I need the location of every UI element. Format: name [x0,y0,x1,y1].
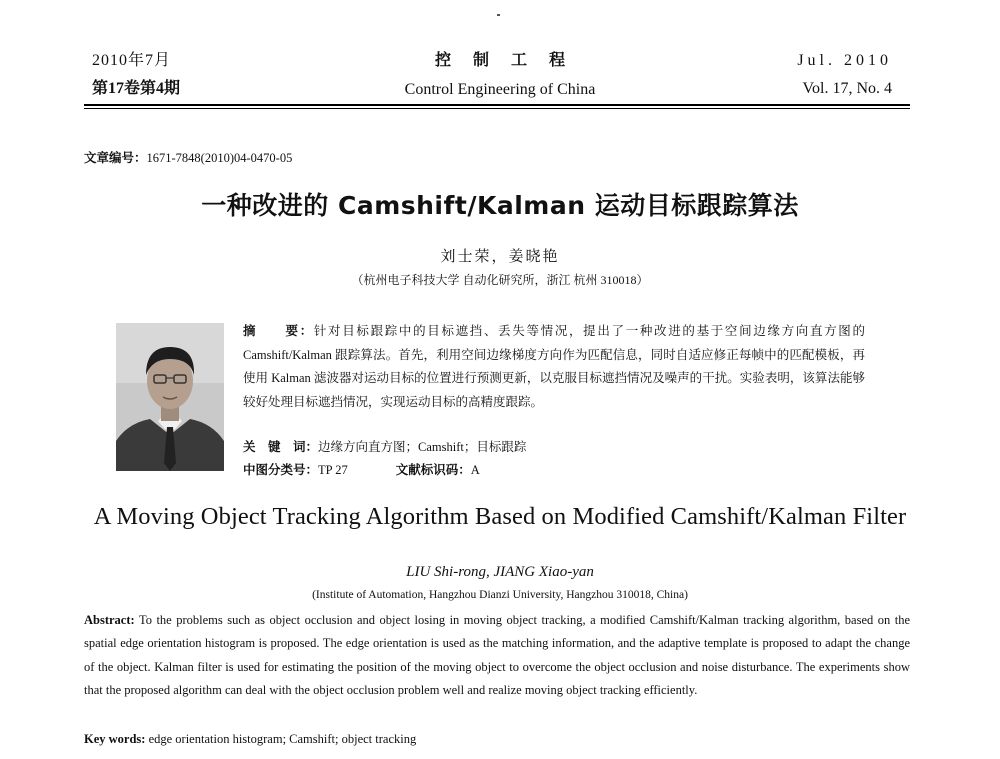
keywords-text-cn: 边缘方向直方图；Camshift；目标跟踪 [318,440,527,454]
header-issue-cn: 第17卷第4期 [92,80,181,97]
abstract-cn [243,319,865,414]
keywords-text-en: edge orientation histogram; Camshift; object tracking [148,732,417,746]
keywords-label-cn: 关 键 词： [243,439,319,454]
doc-code-value-cn: A [470,463,480,477]
affiliation-en: (Institute of Automation, Hangzhou Dianzi University, Hangzhou 310018, China) [312,589,688,601]
authors-en: LIU Shi-rong, JIANG Xiao-yan [406,564,594,580]
article-number-value: 1671-7848(2010)04-0470-05 [146,151,293,165]
header-date-cn: 2010年7月 [92,52,172,69]
keywords-en [84,732,416,747]
class-label-cn: 中图分类号： [243,462,319,477]
doc-code-label-cn: 文献标识码： [395,462,471,477]
abstract-text-en: To the problems such as object occlusion and object losing in moving object tracking, a modified Camshift/Kalman tracking algorithm, based on the spatial edge orientation histogram is proposed. The edge orientation is used as the matching information, and the adaptive template is proposed to adapt the change of the object. Kalman filter is used for estimating the position of the moving object to overcome the object occlusion and noise disturbance. The experiments show that the proposed algorithm can deal with the object occlusion problem well and realize moving object tracking efficiently. [84,613,910,698]
classification-cn [243,460,480,478]
title-cn: 一种改进的 Camshift/Kalman 运动目标跟踪算法 [201,191,799,220]
keywords-cn [243,437,526,455]
article-number [84,148,292,166]
journal-name-cn: 控制工程 [434,52,587,69]
author-portrait-icon [116,323,224,471]
abstract-label-cn: 摘 要： [243,323,314,338]
header-rule-thick [84,104,910,106]
scan-speck [497,14,500,16]
authors-cn: 刘士荣，姜晓艳 [440,249,560,265]
article-number-label: 文章编号： [84,151,147,165]
header-rule-thin [84,108,910,109]
abstract-text-cn: 针对目标跟踪中的目标遮挡、丢失等情况，提出了一种改进的基于空间边缘方向直方图的 Camshift/Kalman 跟踪算法。首先，利用空间边缘梯度方向作为匹配信息，同时自适应修正每帧中的匹配模板，再使用 Kalman 滤波器对运动目标的位置进行预测更新，以克服目标遮挡情况及噪声的干扰。实验表明，该算法能够较好处理目标遮挡情况，实现运动目标的高精度跟踪。 [243,324,865,409]
title-en: A Moving Object Tracking Algorithm Based on Modified Camshift/Kalman Filter [93,503,907,530]
affiliation-cn: （杭州电子科技大学 自动化研究所，浙江 杭州 310018） [351,273,649,287]
journal-name-en: Control Engineering of China [404,81,596,98]
abstract-label-en: Abstract: [84,613,135,627]
class-value-cn: TP 27 [318,463,348,477]
abstract-en [84,609,910,703]
keywords-label-en: Key words: [84,732,146,746]
author-photo [116,323,224,471]
header-volume-en: Vol. 17, No. 4 [802,80,892,97]
header-date-en: Jul. 2010 [797,52,892,69]
